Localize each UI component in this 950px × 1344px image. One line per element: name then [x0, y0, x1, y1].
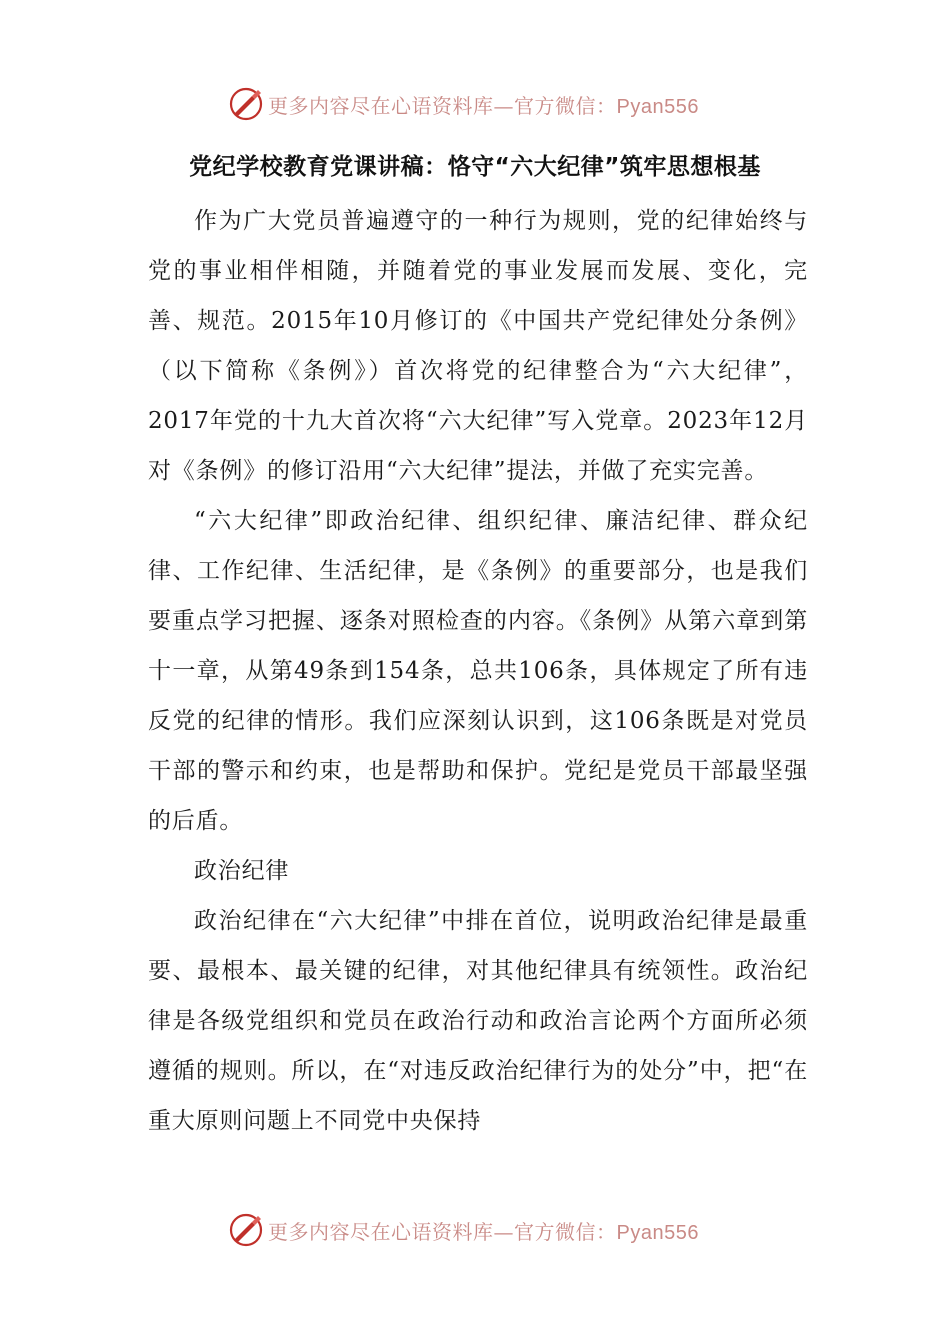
pen-logo-icon: [228, 1212, 264, 1248]
paragraph: “六大纪律”即政治纪律、组织纪律、廉洁纪律、群众纪律、工作纪律、生活纪律，是《条例》的重要部分，也是我们要重点学习把握、逐条对照检查的内容。《条例》从第六章到第十一章，从第49条到154条，总共106条，具体规定了所有违反党的纪律的情形。我们应深刻认识到，这106条既是对党员干部的警示和约束，也是帮助和保护。党纪是党员干部最坚强的后盾。: [148, 508, 808, 834]
paragraph: 作为广大党员普遍遵守的一种行为规则，党的纪律始终与党的事业相伴相随，并随着党的事业发展而发展、变化，完善、规范。2015年10月修订的《中国共产党纪律处分条例》（以下简称《条例》）首次将党的纪律整合为“六大纪律”，2017年党的十九大首次将“六大纪律”写入党章。2023年12月对《条例》的修订沿用“六大纪律”提法，并做了充实完善。: [148, 208, 808, 484]
footer-watermark-banner: [228, 1210, 699, 1250]
document-title: 党纪学校教育党课讲稿：恪守“六大纪律”筑牢思想根基: [189, 154, 761, 180]
document-body: [148, 196, 808, 1146]
paragraph: 政治纪律在“六大纪律”中排在首位，说明政治纪律是最重要、最根本、最关键的纪律，对其他纪律具有统领性。政治纪律是各级党组织和党员在政治行动和政治言论两个方面所必须遵循的规则。所以，在“对违反政治纪律行为的处分”中，把“在重大原则问题上不同党中央保持: [148, 908, 808, 1134]
pen-logo-icon: [228, 86, 264, 122]
section-heading: 政治纪律: [194, 858, 290, 884]
banner-text: 更多内容尽在心语资料库—官方微信：Pyan556: [268, 1219, 699, 1244]
header-watermark-banner: [228, 84, 699, 124]
banner-text: 更多内容尽在心语资料库—官方微信：Pyan556: [268, 93, 699, 118]
